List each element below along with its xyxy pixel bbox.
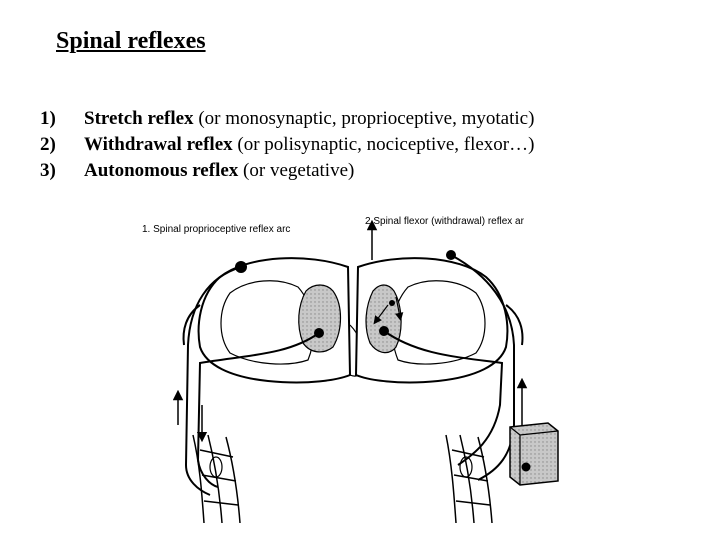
skin-block: [510, 423, 558, 485]
reflex-note: (or vegetative): [238, 160, 355, 181]
reflex-arc-diagram: [138, 205, 583, 525]
list-number: 2): [40, 134, 56, 155]
figure-label-2: 2.Spinal flexor (withdrawal) reflex ar: [365, 216, 524, 227]
list-number: 1): [40, 108, 56, 129]
list-item: [40, 106, 534, 132]
reflex-list: [40, 106, 534, 184]
page-title: Spinal reflexes: [56, 28, 206, 54]
figure-label-1: 1. Spinal proprioceptive reflex arc: [142, 224, 291, 235]
muscle-right: [446, 435, 492, 523]
reflex-name: Withdrawal reflex: [84, 134, 233, 155]
spinal-cord-right: [356, 258, 522, 382]
reflex-name: Autonomous reflex: [84, 160, 239, 181]
reflex-note: (or polisynaptic, nociceptive, flexor…): [232, 134, 535, 155]
list-item: [40, 132, 534, 158]
list-item: [40, 158, 534, 184]
muscle-left: [193, 435, 240, 523]
spinal-cord-left: [184, 258, 365, 382]
reflex-note: (or monosynaptic, proprioceptive, myotatic): [193, 108, 535, 129]
list-number: 3): [40, 160, 56, 181]
reflex-name: Stretch reflex: [84, 108, 194, 129]
